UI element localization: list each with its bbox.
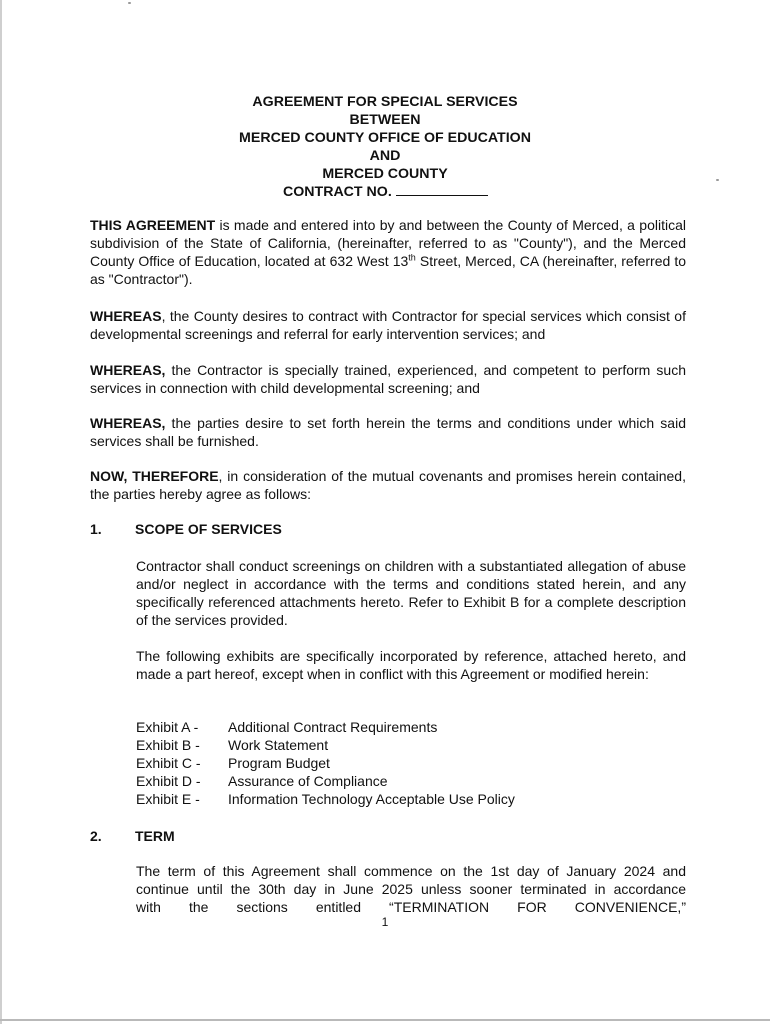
scan-edge-bottom bbox=[0, 1019, 770, 1021]
paragraph-line: continue until the 30th day in June 2025 unless sooner terminated in accordance bbox=[136, 881, 686, 897]
title-line: MERCED COUNTY OFFICE OF EDUCATION bbox=[239, 130, 531, 146]
contract-number bbox=[283, 183, 488, 200]
exhibit-label: Exhibit A - bbox=[136, 719, 199, 735]
section-title: SCOPE OF SERVICES bbox=[135, 521, 282, 537]
title-line: BETWEEN bbox=[349, 112, 421, 128]
exhibit-list bbox=[136, 718, 515, 808]
whereas-text: , the County desires to contract with Contractor for special services which consist of developmental screenings and referral for early intervention services; and bbox=[90, 308, 686, 342]
list-item bbox=[136, 772, 515, 790]
exhibit-label: Exhibit B - bbox=[136, 737, 200, 753]
exhibit-title: Assurance of Compliance bbox=[228, 773, 388, 789]
title-line: AGREEMENT FOR SPECIAL SERVICES bbox=[252, 94, 518, 110]
exhibit-label: Exhibit D - bbox=[136, 773, 201, 789]
exhibit-label: Exhibit E - bbox=[136, 791, 200, 807]
exhibit-title: Work Statement bbox=[228, 737, 329, 753]
whereas-paragraph bbox=[90, 361, 686, 397]
now-therefore-paragraph bbox=[90, 467, 686, 503]
intro-text: is made and entered into by and between the County of Merced, a political subdivision of the State of California, (hereinafter, referred to as "County"), and the Merced County Office of Education, located at 632 West 13 bbox=[90, 217, 686, 269]
section-heading bbox=[90, 521, 282, 537]
agreement-title bbox=[0, 93, 770, 183]
list-item bbox=[136, 790, 515, 808]
paragraph-text: Contractor shall conduct screenings on children with a substantiated allegation of abuse and/or neglect in accordance with the terms and conditions stated herein, and any specifically referenced attachments hereto. Refer to Exhibit B for a complete description of the services provided. bbox=[136, 558, 686, 628]
section-heading bbox=[90, 828, 175, 844]
section-number: 1. bbox=[90, 521, 102, 537]
title-line: AND bbox=[369, 148, 401, 164]
section-number: 2. bbox=[90, 828, 102, 844]
contract-number-blank bbox=[396, 183, 488, 196]
title-line: MERCED COUNTY bbox=[322, 166, 448, 182]
exhibit-title: Additional Contract Requirements bbox=[228, 719, 438, 735]
scope-paragraph bbox=[136, 557, 686, 629]
paragraph-text: The following exhibits are specifically incorporated by reference, attached hereto, and made a part hereof, except when in conflict with this Agreement or modified herein: bbox=[136, 648, 686, 682]
whereas-text: the parties desire to set forth herein the terms and conditions under which said services shall be furnished. bbox=[90, 415, 686, 449]
intro-text-end: Street, Merced, CA (hereinafter, referred to as "Contractor"). bbox=[90, 253, 687, 287]
now-therefore-text: , in consideration of the mutual covenants and promises herein contained, the parties hereby agree as follows: bbox=[90, 468, 686, 502]
intro-lead: THIS AGREEMENT bbox=[90, 217, 216, 233]
intro-paragraph bbox=[90, 216, 686, 288]
list-item bbox=[136, 754, 515, 772]
whereas-text: the Contractor is specially trained, experienced, and competent to perform such services in connection with child developmental screening; and bbox=[90, 362, 686, 396]
whereas-lead: WHEREAS, bbox=[90, 415, 166, 431]
whereas-paragraph bbox=[90, 414, 686, 450]
paragraph-line: with the sections entitled “TERMINATION FOR CONVENIENCE,” bbox=[136, 899, 686, 915]
whereas-paragraph bbox=[90, 307, 686, 343]
term-paragraph bbox=[136, 862, 686, 916]
now-therefore-lead: NOW, THEREFORE bbox=[90, 468, 219, 484]
scan-speck bbox=[128, 2, 131, 4]
contract-number-label: CONTRACT NO. bbox=[283, 184, 392, 200]
page-number: 1 bbox=[381, 915, 389, 929]
whereas-lead: WHEREAS bbox=[90, 308, 162, 324]
list-item bbox=[136, 736, 515, 754]
paragraph-line: The term of this Agreement shall commence on the 1st day of January 2024 and bbox=[136, 863, 686, 879]
exhibit-title: Program Budget bbox=[228, 755, 330, 771]
whereas-lead: WHEREAS, bbox=[90, 362, 166, 378]
list-item bbox=[136, 718, 515, 736]
exhibits-intro-paragraph bbox=[136, 647, 686, 683]
ordinal-suffix: th bbox=[408, 252, 416, 263]
exhibit-label: Exhibit C - bbox=[136, 755, 201, 771]
section-title: TERM bbox=[135, 828, 175, 844]
exhibit-title: Information Technology Acceptable Use Policy bbox=[228, 791, 515, 807]
